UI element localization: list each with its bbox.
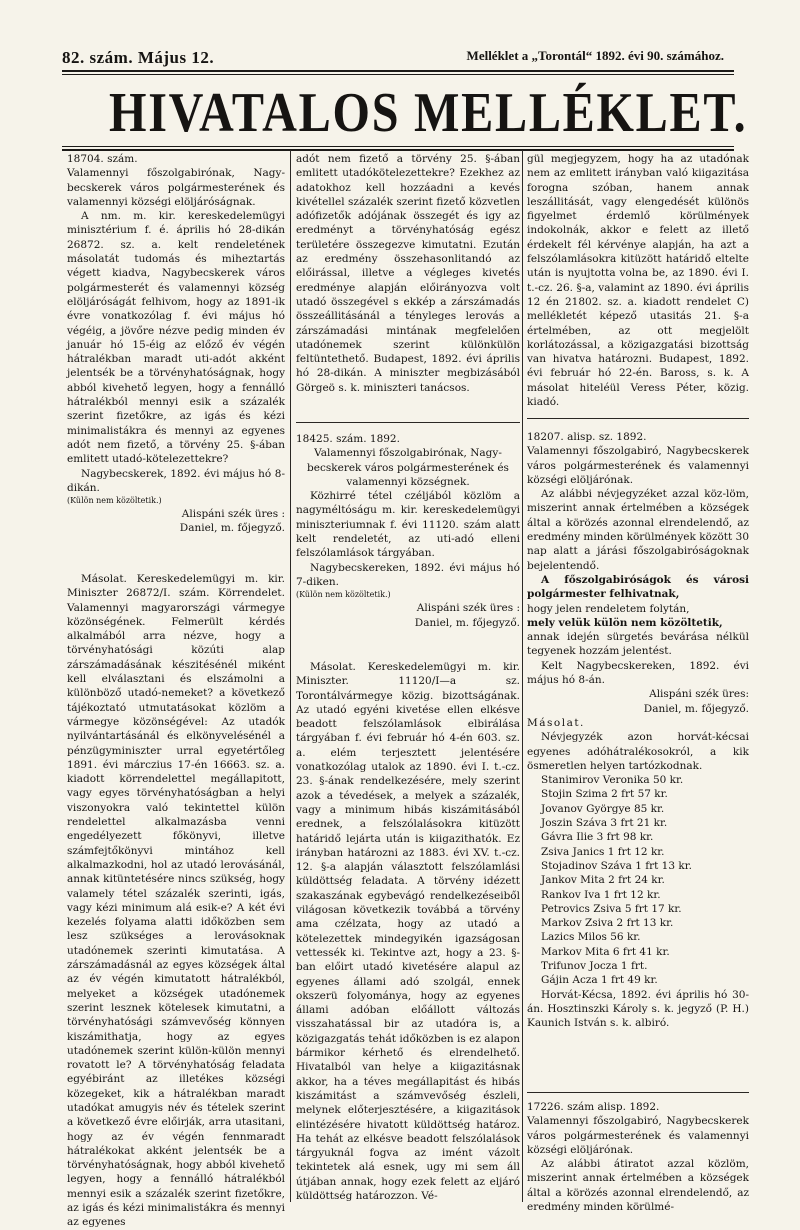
article-body: A nm. m. kir. kereskedelemügyi minisztérium f. é. április hó 28-dikán 26872. sz. a. kelt rendeletének másolatát tudomás és miheztartás végett kiadva, Nagybecskerek város polgármesterét és valamennyi község elöljáróságát felhivom, hogy az 1891-ik évre vonatkozólag f. évi május hó végéig, a jövőre nézve pedig minden év január hó 15-éig az előző év végén hátralékban maradt uti-adót akként jelentsék be a törvényhatóságnak, hogy abból kivehető legyen, hogy a fennálló hátralékból mennyi esik a százalék szerint fizetőkre, az igás és kézi minimalistákra és mennyi az egyenes adót nem fizető, a törvény 25. §-ában emlitett utadó-kötelezettekre? — [67, 210, 285, 466]
masthead-title: HIVATALOS MELLÉKLET. — [109, 82, 748, 144]
article-addressee: Valamennyi főszolgabirónak, Nagy-becskerek város polgármesterének és valamennyi községi elöljáróságnak. — [67, 167, 285, 208]
column-3 — [527, 152, 749, 1214]
article-body: Az alábbi átiratot azzal közlöm, miszerint annak értelmében a községek által a körözés azonnal elrendelendő, az eredmény minden körülmé- — [527, 1158, 749, 1214]
article-emphasis: A főszolgabiróságok és városi polgármester felhivatnak, — [527, 573, 749, 601]
article-emphasis-2: mely velük külön nem közöltetik, — [527, 616, 723, 629]
list-item: Markov Mita 6 frt 41 kr. — [541, 945, 670, 958]
list-closing: Horvát-Kécsa, 1892. évi április hó 30-án. Hosztinszki Károly s. k. jegyző (P. H.) Kaunich István s. k. albiró. — [527, 988, 749, 1030]
list-item: Jankov Mita 2 frt 24 kr. — [541, 874, 665, 887]
article-body-cont: hogy jelen rendeletem folytán, — [527, 602, 690, 615]
article-note: (Külön nem közöltetik.) — [296, 590, 391, 600]
list-heading: Névjegyzék azon horvát-kécsai egyenes adóhátralékosokról, a kik ösmeretlen helyen tartózkodnak. — [527, 731, 749, 772]
article-body: Közhirré tétel czéljából közlöm a nagyméltóságu m. kir. kereskedelemügyi miniszteriumnak f. évi 11120. szám alatt kelt rendeletét, az uti-adó elleni felszólamlások tárgyában. — [296, 490, 520, 560]
copy-body: Másolat. Kereskedelemügyi m. kir. Miniszter. 11120/I—a sz. Torontálvármegye közig. bizottságának. Az utadó egyéni kivetése ellen elkésve beadott felszólamlások elbirálása tárgyában f. évi február hó 4-én 603. sz. a. elém terjesztett jelentésére vonatkozólag utalok az 1890. évi I. t.-cz. 23. §-ának rendelkezésére, mely szerint azok a tévedések, a melyek a százalék, vagy a minimum hibás kiszámitásából erednek, a felszólalásokra kitüzött határidő lejárta után is kiigazithatók. Ez irányban határozni az 1883. évi XV. t.-cz. 12. §-a alapján választott felszólamlási küldöttség feladata. A törvény idézett szakaszának egybevágó rendelkezéseiből világosan következik továbbá a törvény ama czélzata, hogy az utadó a kötelezettek mindegyikén igazságosan vettessék ki. Tekintve azt, hogy a 23. §-ban előirt utadó kivetésére alapul az egyenes állami adó szolgál, ennek okszerü folyománya, hogy az egyenes állami adóban előállott változás visszahatással bir az utadóra is, a közigazgatás tehát időközben is ez alapon bármikor kérhető és elrendelhető. Hivatalból van helye a kiigazitásnak akkor, ha a téves megállapitást és hibás kiszámitást a számvevőség észleli, melynek előterjesztésére, a kiigazitások elintézésére hivatott küldöttség határoz. Ha tehát az elkésve beadott felszólalások tárgyuknál fogva az imént vázolt tekintetek alá esnek, ugy mi sem áll útjában annak, hogy ezek felett az eljáró küldöttség határozzon. Vé- — [296, 661, 520, 1202]
article-body: Az alábbi névjegyzéket azzal köz-löm, miszerint annak értelmében a községek által a körözés azonnal elrendelendő, az eredmény minden körülmények között 30 nap alatt a járási főszolgabiróságoknak bejelentendő. — [527, 488, 749, 572]
list-item: Gávra Ilie 3 frt 98 kr. — [541, 831, 654, 844]
list-item: Stojadinov Száva 1 frt 13 kr. — [541, 859, 692, 872]
list-item: Gájin Acza 1 frt 49 kr. — [541, 974, 658, 987]
article-note: (Külön nem közöltetik.) — [67, 496, 162, 506]
list-item: Joszin Száva 3 frt 21 kr. — [541, 817, 668, 830]
article-date: Kelt Nagybecskereken, 1892. évi május hó 8-án. — [527, 659, 749, 687]
header-rule-thin — [62, 74, 734, 75]
list-item: Rankov Iva 1 frt 12 kr. — [541, 888, 661, 901]
continuation-body: gül megjegyzem, hogy ha az utadónak nem az emlitett irányban való kiigazitása forogna szóban, hanem annak leszállitását, vagy elengedését különös figyelmet érdemlő körülmények indokolnák, akkor e felett az illető érdekelt fél kérvénye alapján, ha azt a felszólamlásokra kitüzött határidő eltelte után is nyujtotta volna be, az 1890. évi I. t.-cz. 26. §-a, valamint az 1890. évi április 12 én 21802. sz. a. kiadott rendelet C) mellékletét képező utasitás 21. §-a értelmében, az ott megjelölt korlátozással, a közigazgatási bizottság van hivatva határozni. Budapest, 1892. évi február hó 22-én. Baross, s. k. A másolat hiteléül Veress Péter, közig. kiadó. — [527, 153, 749, 409]
list-item: Jovanov Györgye 85 kr. — [541, 802, 665, 815]
list-item: Lazics Milos 56 kr. — [541, 931, 641, 944]
article-addressee: Valamennyi főszolgabiró, Nagybecskerek város polgármesterének és valamennyi községi elöljárónak. — [527, 1115, 749, 1156]
signature-office: Alispáni szék üres : — [181, 508, 285, 521]
copy-body: Másolat. Kereskedelemügyi m. kir. Miniszter 26872/I. szám. Körrendelet. Valamennyi magyarországi vármegye közönségének. Felmerült kérdés alkalmából arra nézve, hogy a törvényhatósági közúti alap zárszámadásának készitésénél miként kell elválasztani és elszámolni a különböző utadó-nemeket? a következő tájékoztató utmutatásokat közlöm a vármegye közönségével: Az utadók nyilvántartásánál és elkönyvelésénél a pénzügyminiszter urral egyetértőleg 1891. évi márczius 17-én 16663. sz. a. kiadott körrendelettel megállapitott, vagy egyes törvényhatóságban a helyi viszonyokra való tekintettel külön rendelettel alkalmazásba venni engedélyezett főkönyvi, illetve számfejtőkönyvi mintához kell alkalmazkodni, hol az utadó lerovásánál, annak kitüntetésére nincs szükség, hogy valamely tétel százalék szerinti, igás, vagy kézi minimum alá esik-e? A két évi kezelés folyama alatti időközben sem lesz szükséges a lerovásoknak utadónemek szerinti kimutatása. A zárszámadásnál az egyes községek által az év végén kimutatott hátralékból, melyeket a községek utadónemek szerint lesznek kötelesek kimutatni, a törvényhatósági számvevőség könnyen kiszámithatja, hogy az egyes utadónemek szerint külön-külön mennyi rovatott le? A törvényhatóság feladata egyébiránt az illetékes községi közegeket, kik a hátralékban maradt utadókat amugyis név és tételek szerint a következő évre előirják, arra utasitani, hogy az év végén fennmaradt hátralékokat akként jelentsék be a törvényhatóságnak, hogy abból kivehető legyen, hogy a fennálló hátralékból mennyi esik a százalék szerint fizetőkre, az igás és kézi minimalistákra és mennyi az egyenes — [67, 573, 285, 1229]
article-copy-11120 — [296, 660, 520, 1200]
column-divider-2 — [522, 150, 523, 1202]
article-number: 18704. szám. — [67, 153, 138, 165]
signature-name: Daniel, m. főjegyző. — [643, 702, 749, 715]
article-number: 18425. szám. 1892. — [296, 433, 400, 445]
signature-office: Alispáni szék üres : — [416, 602, 520, 615]
signature-name: Daniel, m. főjegyző. — [179, 522, 285, 535]
header-rule — [62, 70, 734, 72]
supplement-line: Melléklet a „Torontál“ 1892. évi 90. számához. — [466, 48, 724, 63]
list-item: Markov Zsiva 2 frt 13 kr. — [541, 917, 674, 930]
article-addressee: Valamennyi főszolgabiró, Nagybecskerek város polgármesterének és valamennyi községi elöljárónak. — [527, 445, 749, 486]
debtor-list — [527, 773, 749, 987]
article-17226 — [527, 1100, 749, 1214]
column-2 — [296, 152, 520, 1200]
article-body-end: annak idején sürgetés bevárása nélkül tegyenek hozzám jelentést. — [527, 631, 749, 658]
article-number: 17226. szám alisp. 1892. — [527, 1101, 660, 1113]
column-1 — [67, 152, 285, 1229]
copy-heading: Másolat. — [527, 716, 585, 729]
article-date: Nagybecskerek, 1892. évi május hó 8-dikán. — [67, 467, 285, 494]
list-item: Stojin Szima 2 frt 57 kr. — [541, 788, 668, 801]
article-continuation — [296, 152, 520, 414]
column-divider-1 — [290, 150, 291, 1202]
article-number: 18207. alisp. sz. 1892. — [527, 431, 647, 443]
issue-number: 82. szám. Május 12. — [62, 48, 215, 67]
article-addressee: Valamennyi főszolgabirónak, Nagy-becskerek város polgármesterének és valamennyi községnek. — [307, 447, 509, 488]
article-18704 — [67, 152, 285, 566]
continuation-body: adót nem fizető a törvény 25. §-ában emlitett utadókötelezettekre? Ezekhez az adatokhoz kell hozzáadni a kevés kivétellel százalék szerint fizető közvetlen adófizetők adójának összegét és igy az eredményt a törvényhatóság egész területére összegezve kimutatni. Ezután az eredmény összehasonlitandó az előirással, illetve a végleges kivetés eredménye alapján előirányozva volt utadó összegével s ekkép a zárszámadás összeállitásánál a tényleges lerovás a zárszámadási mintának megfelelően utadónemek szerint különkülön feltüntethető. Budapest, 1892. évi április hó 28-dikán. A miniszter megbizásából Görgeö s. k. miniszteri tanácsos. — [296, 153, 520, 394]
article-continuation — [527, 152, 749, 414]
article-18207 — [527, 430, 749, 1090]
signature-office: Alispáni szék üres: — [649, 688, 749, 701]
list-item: Petrovics Zsiva 5 frt 17 kr. — [541, 902, 682, 915]
masthead-rule — [62, 149, 734, 151]
masthead-rule-thin — [62, 146, 734, 147]
list-item: Trifunov Jocza 1 frt. — [541, 959, 648, 972]
article-copy-26872 — [67, 572, 285, 1229]
signature-name: Daniel, m. főjegyző. — [414, 616, 520, 629]
list-item: Zsiva Janics 1 frt 12 kr. — [541, 845, 665, 858]
list-item: Stanimirov Veronika 50 kr. — [541, 774, 684, 787]
article-date: Nagybecskereken, 1892. évi május hó 7-diken. — [296, 561, 520, 588]
